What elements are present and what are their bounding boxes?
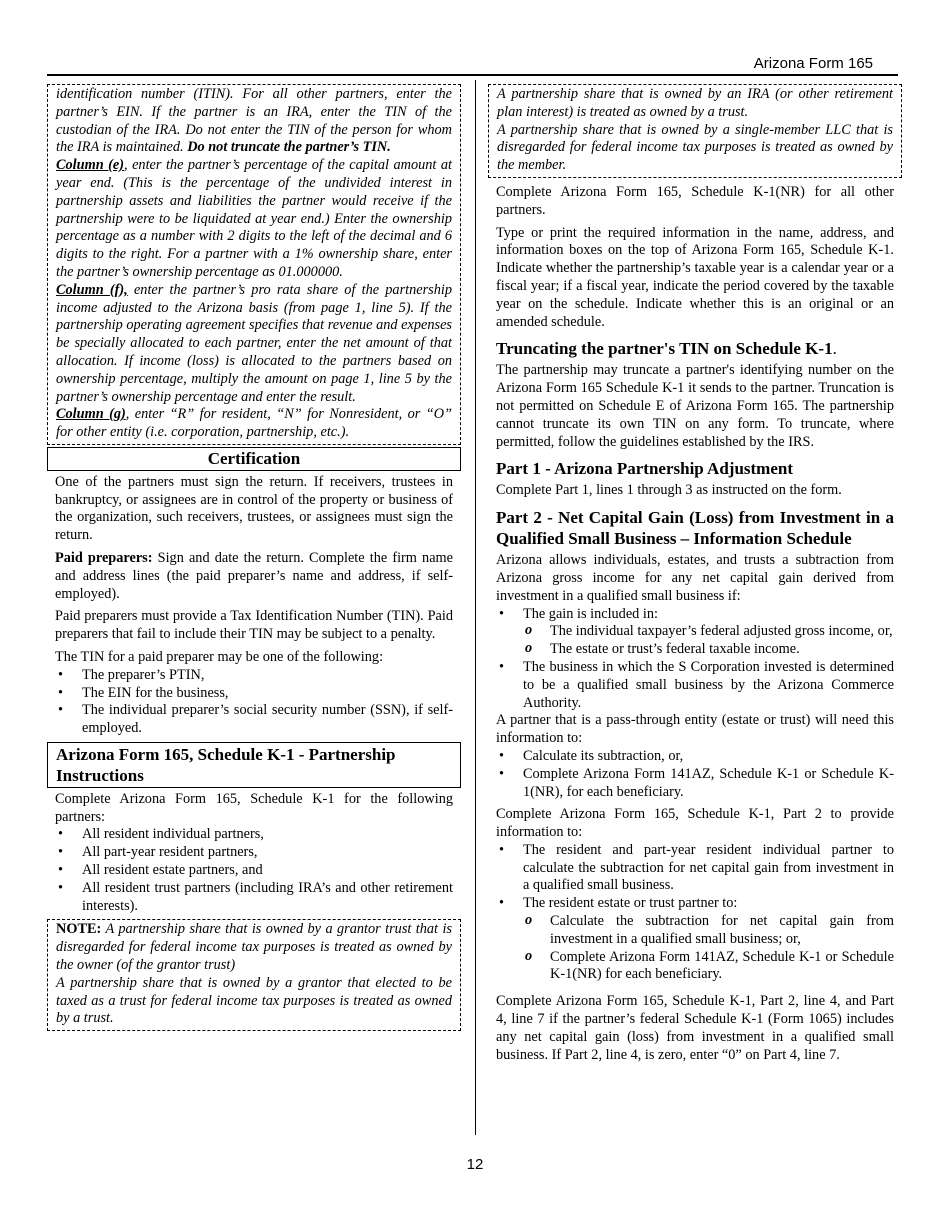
column-g-label: Column (g) bbox=[56, 406, 126, 423]
column-e-label: Column (e) bbox=[56, 157, 125, 174]
sub-list-item: o Complete Arizona Form 141AZ, Schedule K-1 or Schedule K-1(NR) for each beneficiary. bbox=[496, 949, 894, 985]
list-item: • The preparer’s PTIN, bbox=[55, 667, 453, 685]
list-item bbox=[496, 895, 894, 984]
truncating-heading-text: Truncating the partner's TIN on Schedule K-1 bbox=[496, 339, 833, 359]
paid-preparers-text: Sign and date the return. Complete the firm name and address lines (the paid preparer’s name and address, if self-employed). bbox=[55, 549, 454, 602]
truncating-heading-period: . bbox=[832, 339, 837, 359]
note-text-1: A partnership share that is owned by a grantor trust that is disregarded for federal income tax purposes is treated as owned by the owner (of the grantor trust) bbox=[56, 921, 452, 974]
tin-options-list bbox=[55, 667, 453, 738]
column-f-text: enter the partner’s pro rata share of the partnership income adjusted to the Arizona basis (from page 1, line 5). If the partnership operating agreement specifies that revenue and expenses be specially allocated to each partner, enter the net amount of that allocation. If income (loss) is allocated to the partners based on ownership percentage, multiply the amount on page 1, line 5 by the partner’s ownership percentage and enter the result. bbox=[56, 281, 452, 405]
paid-preparers-paragraph bbox=[55, 550, 453, 603]
sub-list-item: o The individual taxpayer’s federal adjusted gross income, or, bbox=[496, 623, 894, 641]
note-p2: A partnership share that is owned by a grantor that elected to be taxed as a trust for federal income tax purposes is treated as owned by a trust. bbox=[56, 974, 452, 1027]
page-number: 12 bbox=[466, 1156, 484, 1173]
left-column bbox=[47, 84, 461, 1031]
part1-paragraph: Complete Part 1, lines 1 through 3 as instructed on the form. bbox=[496, 482, 842, 499]
sub-list bbox=[496, 623, 894, 659]
list-item: • All resident trust partners (including IRA’s and other retirement interests). bbox=[55, 880, 453, 916]
certification-heading: Certification bbox=[47, 447, 461, 471]
sub-list-item: o Calculate the subtraction for net capital gain from investment in a qualified small business; or, bbox=[496, 913, 894, 949]
column-e-paragraph bbox=[56, 157, 452, 282]
certification-p3: Paid preparers must provide a Tax Identification Number (TIN). Paid preparers that fail to include their TIN may be subject to a penalty. bbox=[55, 608, 453, 643]
column-g-paragraph bbox=[56, 406, 452, 442]
ira-note-box bbox=[488, 84, 902, 178]
certification-p4: The TIN for a paid preparer may be one of the following: bbox=[55, 648, 384, 665]
k1-instructions-heading: Arizona Form 165, Schedule K-1 - Partnership Instructions bbox=[47, 742, 461, 788]
part2-p1: Arizona allows individuals, estates, and trusts a subtraction from Arizona gross income for any net capital gain derived from investment in a qualified small business if: bbox=[496, 552, 894, 604]
column-f-paragraph bbox=[56, 282, 452, 407]
tin-text: identification number (ITIN). For all other partners, enter the partner’s EIN. If the partner is an IRA, enter the TIN of the custodian of the IRA. Do not enter the TIN of the person for whom the IRA is maintained. bbox=[56, 86, 452, 156]
column-f-label: Column (f), bbox=[56, 281, 128, 298]
list-item: • The resident and part-year resident individual partner to calculate the subtraction for net capital gain from investment in a qualified small business. bbox=[496, 842, 894, 895]
part2-p2: A partner that is a pass-through entity (estate or trust) will need this information to: bbox=[496, 712, 894, 747]
note-label: NOTE: bbox=[56, 921, 102, 938]
k1nr-paragraph: Complete Arizona Form 165, Schedule K-1(NR) for all other partners. bbox=[496, 183, 894, 218]
certification-section bbox=[47, 474, 461, 738]
list-item: • The individual preparer’s social security number (SSN), if self-employed. bbox=[55, 702, 453, 738]
column-g-text: , enter “R” for resident, “N” for Nonresident, or “O” for other entity (i.e. corporation, partnership, etc.). bbox=[56, 406, 452, 441]
right-body bbox=[488, 184, 902, 1064]
part2-heading: Part 2 - Net Capital Gain (Loss) from Investment in a Qualified Small Business – Information Schedule bbox=[496, 508, 894, 549]
column-instructions-box bbox=[47, 84, 461, 445]
k1-p1: Complete Arizona Form 165, Schedule K-1 for the following partners: bbox=[55, 790, 453, 825]
sub-list bbox=[496, 913, 894, 984]
part2-conditions-list bbox=[496, 606, 894, 713]
list-item: • All resident estate partners, and bbox=[55, 862, 453, 880]
list-item: • The business in which the S Corporation invested is determined to be a qualified small business by the Arizona Commerce Authority. bbox=[496, 659, 894, 712]
list-item: • All part-year resident partners, bbox=[55, 844, 453, 862]
ira-note-p2: A partnership share that is owned by a single-member LLC that is disregarded for federal income tax purposes is treated as owned by the member. bbox=[497, 121, 893, 174]
ira-note-p1: A partnership share that is owned by an IRA (or other retirement plan interest) is treated as owned by a trust. bbox=[497, 86, 893, 120]
list-item: • Complete Arizona Form 141AZ, Schedule K-1 or Schedule K-1(NR), for each beneficiary. bbox=[496, 766, 894, 802]
part2-info-list bbox=[496, 842, 894, 984]
tin-paragraph bbox=[56, 86, 452, 157]
truncating-paragraph: The partnership may truncate a partner's identifying number on the Arizona Form 165 Schedule K-1 it sends to the partner. Truncation is not permitted on Schedule E of Arizona Form 165. The partnership cannot truncate its own TIN on any form. To truncate, where permitted, follow the guidelines established by the IRS. bbox=[496, 362, 894, 450]
note-p1 bbox=[56, 921, 452, 974]
column-e-text: , enter the partner’s percentage of the capital amount at year end. (This is the percentage of the undivided interest in partnership assets and liabilities the partner would receive if the partnership were to be liquidated at year end.) Enter the ownership percentage as a number with 2 digits to the left of the decimal and 6 digits to the right. For a partner with a 1% ownership share, enter the partner’s ownership percentage as 01.000000. bbox=[56, 157, 452, 280]
k1-section bbox=[47, 791, 461, 916]
truncating-heading bbox=[496, 338, 894, 359]
list-item bbox=[496, 606, 894, 659]
paid-preparers-label: Paid preparers: bbox=[55, 549, 153, 566]
do-not-truncate-note: Do not truncate the partner’s TIN. bbox=[187, 139, 391, 156]
column-divider bbox=[475, 80, 476, 1135]
right-column bbox=[488, 84, 902, 1064]
k1-partner-list bbox=[55, 826, 453, 915]
list-item-text: The gain is included in: bbox=[523, 605, 658, 622]
pass-through-list bbox=[496, 748, 894, 801]
part1-heading: Part 1 - Arizona Partnership Adjustment bbox=[496, 459, 794, 479]
list-item: • Calculate its subtraction, or, bbox=[496, 748, 894, 766]
certification-p1: One of the partners must sign the return. If receivers, trustees in bankruptcy, or assignees are in control of the property or business of the organization, such receivers, trustees, or assignees must sign the return. bbox=[55, 473, 453, 544]
note-box bbox=[47, 919, 461, 1031]
part2-p4: Complete Arizona Form 165, Schedule K-1, Part 2, line 4, and Part 4, line 7 if the partner’s federal Schedule K-1 (Form 1065) includes any net capital gain (loss) from investment in a qualified small business. If Part 2, line 4, is zero, enter “0” on Part 4, line 7. bbox=[496, 993, 894, 1063]
list-item: • The EIN for the business, bbox=[55, 685, 453, 703]
header-rule bbox=[47, 74, 898, 76]
list-item: • All resident individual partners, bbox=[55, 826, 453, 844]
form-name: Arizona Form 165 bbox=[753, 55, 873, 72]
type-or-print-paragraph: Type or print the required information in the name, address, and information boxes on the top of Arizona Form 165, Schedule K-1. Indicate whether the partnership’s taxable year is a calendar year or a fiscal year; if a fiscal year, indicate the period covered by the taxable year on the schedule. Indicate whether this is an original or an amended schedule. bbox=[496, 224, 894, 330]
sub-list-item: o The estate or trust’s federal taxable income. bbox=[496, 641, 894, 659]
part2-p3: Complete Arizona Form 165, Schedule K-1, Part 2 to provide information to: bbox=[496, 806, 894, 841]
list-item-text: The resident estate or trust partner to: bbox=[523, 895, 738, 912]
